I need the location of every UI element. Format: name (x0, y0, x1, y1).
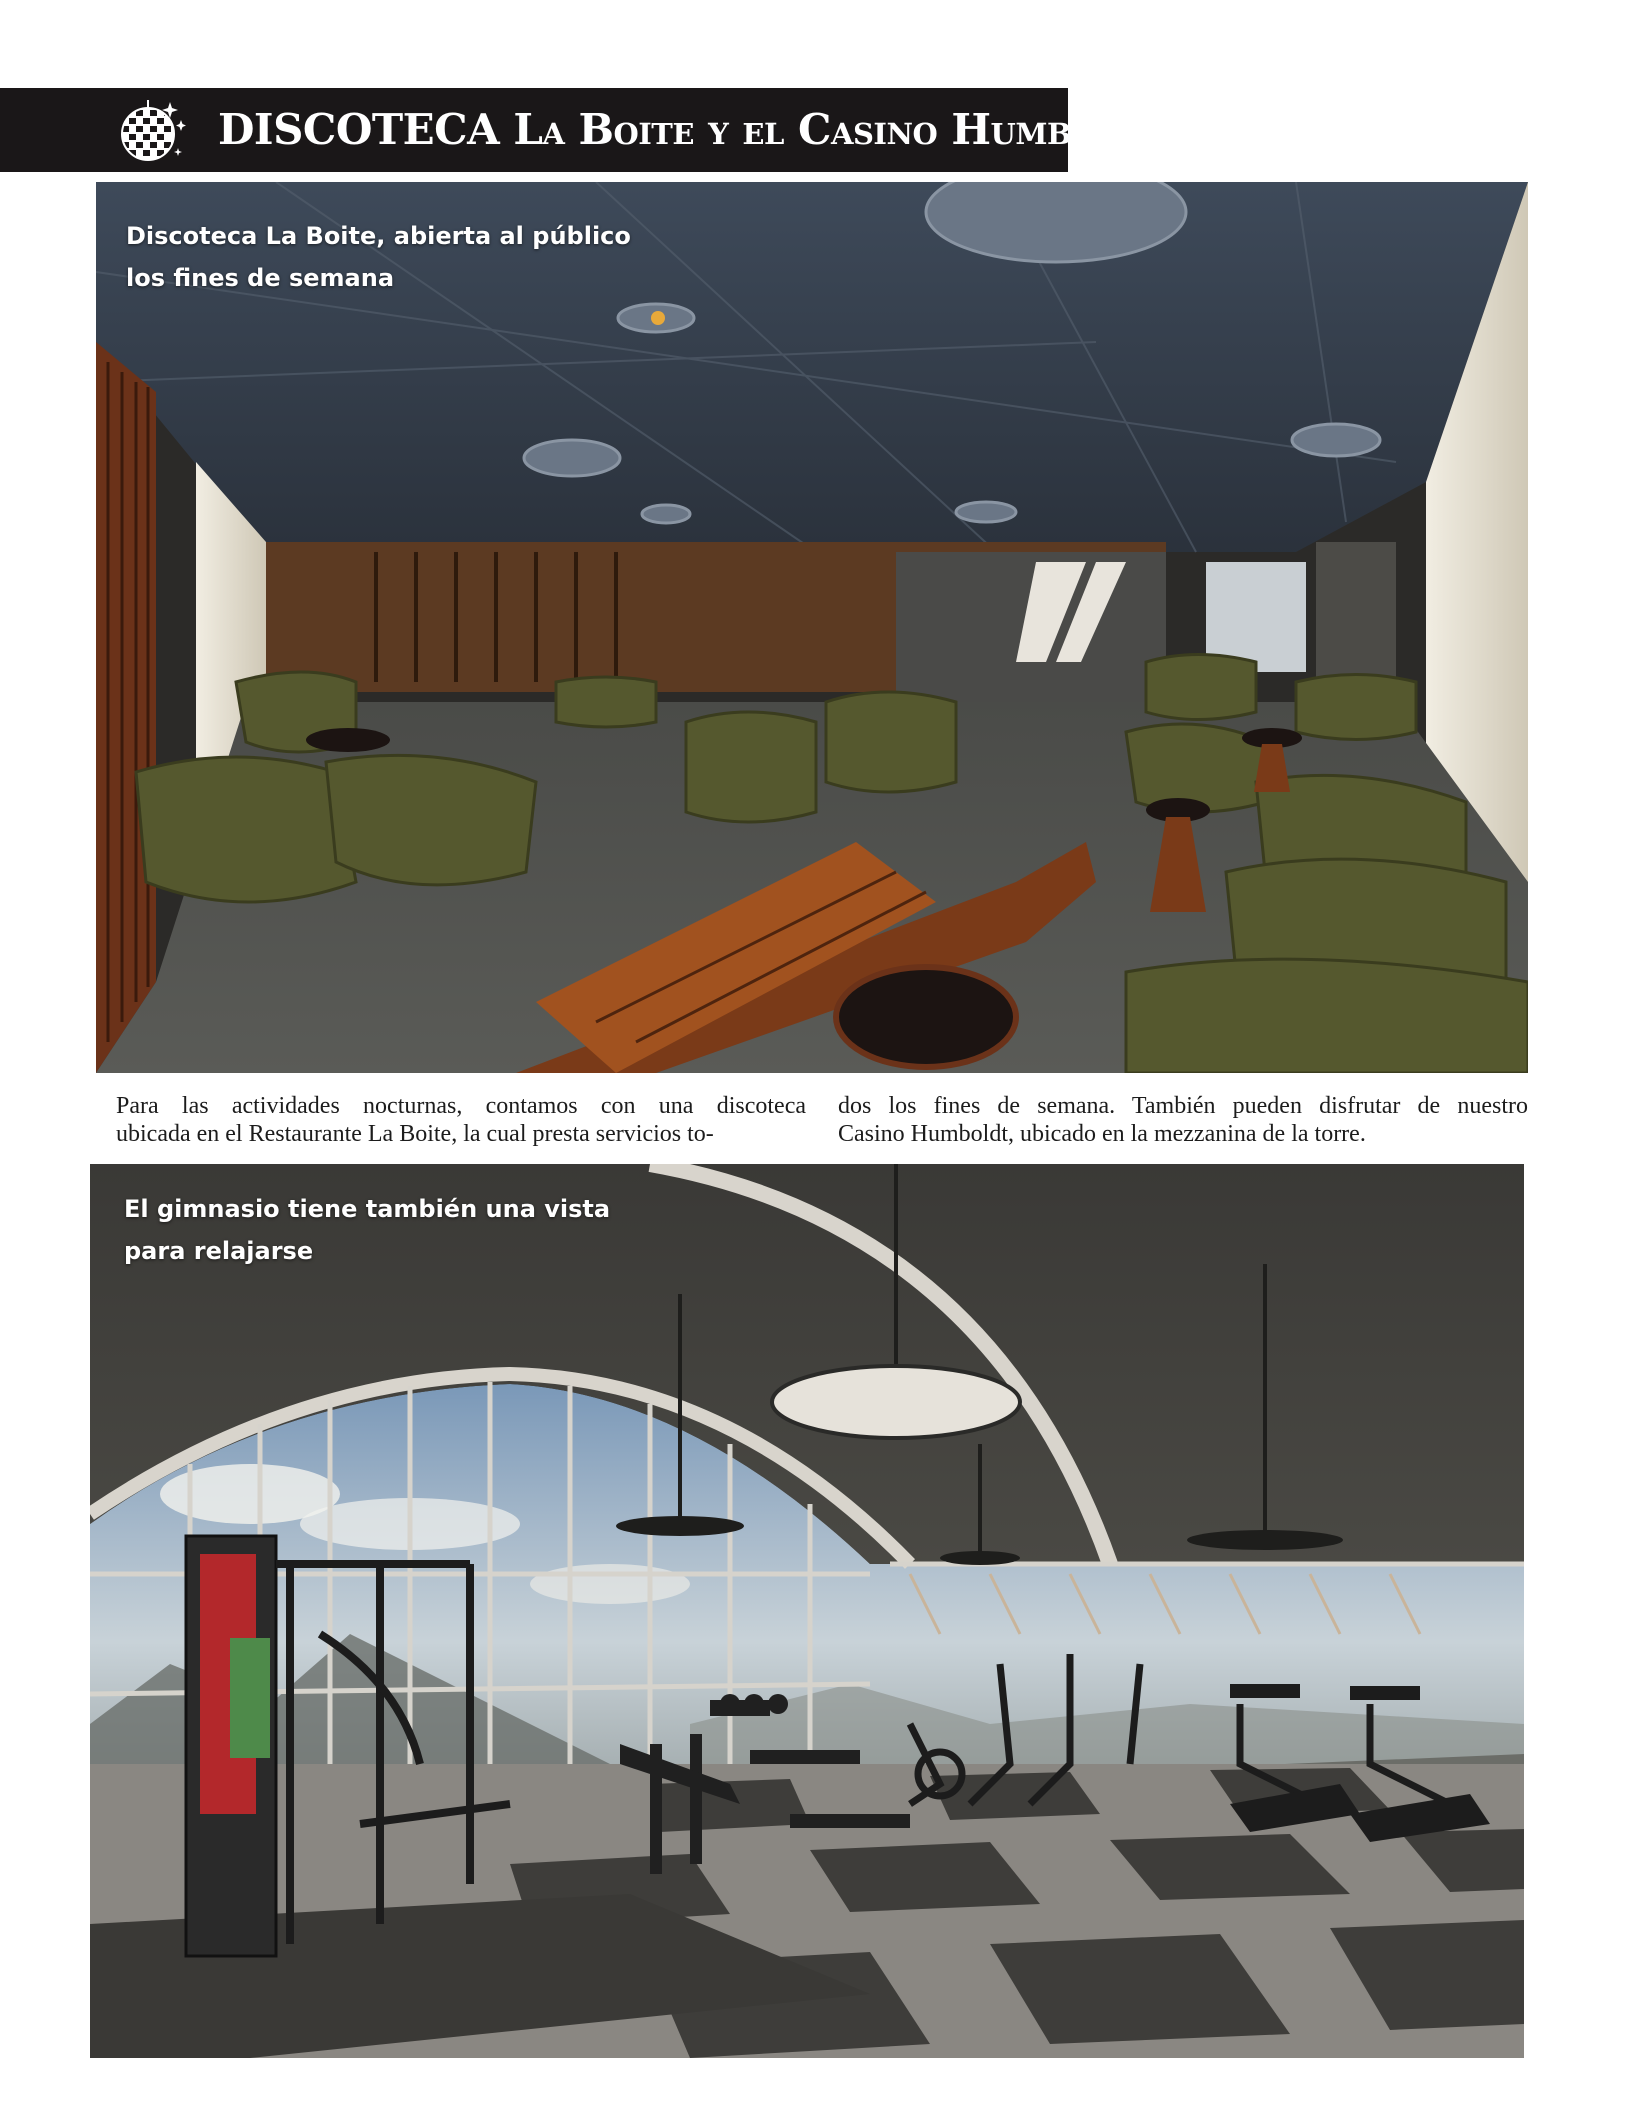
disco-caption-line: los fines de semana (126, 264, 395, 292)
gym-photo (90, 1164, 1524, 2058)
body-line: Para las actividades nocturnas, contamos con una discoteca (116, 1093, 806, 1119)
disco-lounge-image (96, 182, 1528, 1073)
disco-ball-icon (118, 96, 190, 166)
body-line: Casino Humboldt, ubicado en la mezzanina de la torre. (838, 1121, 1366, 1147)
disco-caption (126, 215, 631, 299)
disco-caption-line: Discoteca La Boite, abierta al público (126, 222, 631, 250)
gym-caption-line: para relajarse (124, 1237, 314, 1265)
gym-caption-line: El gimnasio tiene también una vista (124, 1195, 611, 1223)
page-title: DISCOTECA La Boite y el Casino Humboldt (218, 105, 1162, 154)
gym-caption (124, 1188, 610, 1272)
disco-photo (96, 182, 1528, 1073)
body-line: ubicada en el Restaurante La Boite, la cual presta servicios to- (116, 1121, 714, 1147)
body-line: dos los fines de semana. También pueden disfrutar de nuestro (838, 1093, 1528, 1119)
body-text-right (838, 1092, 1528, 1148)
gym-image (90, 1164, 1524, 2058)
body-text-left (116, 1092, 806, 1148)
header-band (0, 88, 1162, 172)
